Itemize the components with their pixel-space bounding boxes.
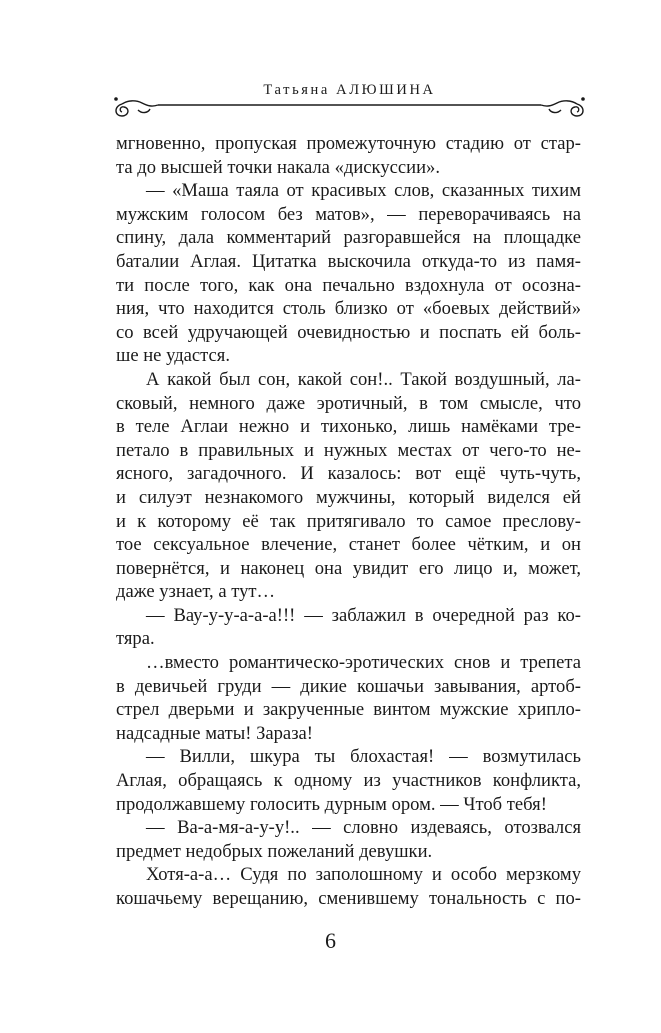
text-line: мгновенно, пропуская промежуточную стадию от стар-	[116, 133, 581, 154]
text-line: продолжавшему голосить дурным ором. — Чтоб тебя!	[116, 793, 547, 815]
text-line: и к которому её так притягивало то самое преслову-	[116, 510, 581, 532]
text-line: баталии Аглая. Цитатка выскочила откуда-то из памя-	[116, 250, 581, 272]
text-line: повернётся, и наконец она увидит его лицо и, может,	[116, 557, 581, 579]
text-line: и силуэт незнакомого мужчины, который виделся ей	[116, 486, 581, 508]
text-line: кошачьему верещанию, сменившему тональность с по-	[116, 888, 581, 909]
text-line: — «Маша таяла от красивых слов, сказанных тихим	[146, 180, 581, 202]
text-line: ясного, загадочного. И казалось: вот ещё чуть-чуть,	[116, 463, 581, 485]
text-line: тое сексуальное влечение, станет более чётким, и он	[116, 534, 581, 556]
text-line: Хотя-а-а… Судя по заполошному и особо мерзкому	[146, 864, 581, 886]
text-line: предмет недобрых пожеланий девушки.	[116, 840, 433, 862]
text-line: та до высшей точки накала «дискуссии».	[116, 156, 440, 178]
text-line: …вместо романтическо-эротических снов и трепета	[146, 652, 581, 674]
text-line: А какой был сон, какой сон!.. Такой воздушный, ла-	[146, 368, 581, 390]
page-number: 6	[325, 928, 336, 953]
running-header	[112, 80, 587, 122]
text-line: ния, что находится столь близко от «боевых действий»	[116, 298, 581, 320]
text-line: в теле Аглаи нежно и тихонько, лишь намёками тре-	[116, 416, 581, 438]
text-line: — Вилли, шкура ты блохастая! — возмутилась	[146, 746, 581, 768]
text-line: ше не удастся.	[116, 345, 230, 367]
text-line: надсадные маты! Зараза!	[116, 722, 313, 744]
text-line: ти после того, как она печально вздохнула от осозна-	[116, 274, 581, 296]
text-line: Аглая, обращаясь к одному из участников конфликта,	[116, 770, 581, 792]
text-line: спину, дала комментарий разгоравшейся на площадке	[116, 227, 581, 249]
text-line: в девичьей груди — дикие кошачьи завывания, артоб-	[116, 675, 581, 697]
text-line: мужским голосом без матов», — переворачиваясь на	[116, 203, 581, 225]
text-line: со всей удручающей очевидностью и поспать ей боль-	[116, 321, 581, 343]
text-line: — Ва-а-мя-а-у-у!.. — словно издеваясь, отозвался	[146, 817, 581, 839]
author-name: Татьяна АЛЮШИНА	[263, 82, 436, 98]
body-text	[116, 132, 581, 911]
text-line: стрел дверьми и закрученные винтом мужские хрипло-	[116, 699, 581, 721]
text-line: сковый, немного даже эротичный, в том смысле, что	[116, 392, 581, 414]
text-line: — Вау-у-у-а-а-а!!! — заблажил в очередной раз ко-	[146, 604, 581, 626]
text-line: даже узнает, а тут…	[116, 581, 276, 603]
text-line: петало в правильных и нужных местах от чего-то не-	[116, 439, 581, 461]
text-line: тяра.	[116, 628, 155, 650]
